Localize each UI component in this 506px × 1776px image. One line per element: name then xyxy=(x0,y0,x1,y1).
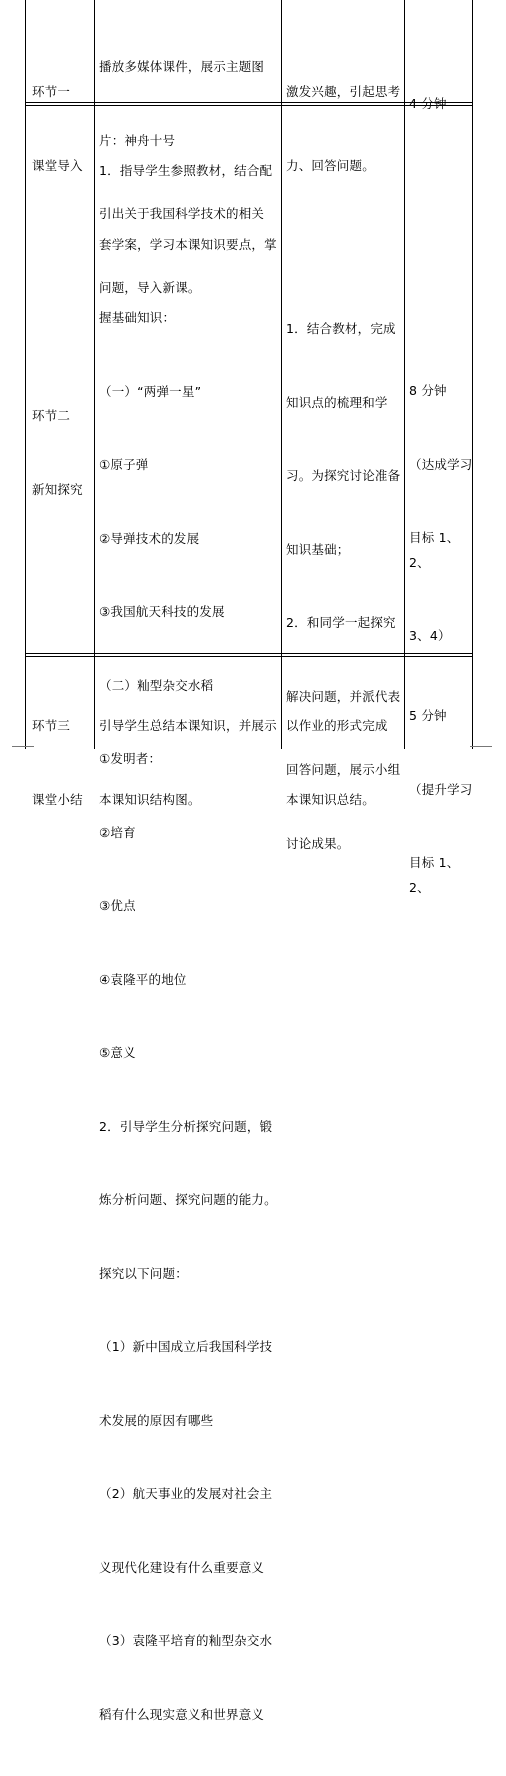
stage-name: 环节二 xyxy=(32,408,71,423)
text-line: 4 分钟 xyxy=(409,96,447,111)
text-line: 本课知识结构图。 xyxy=(99,791,201,807)
text-line: 目标 1、2、 xyxy=(409,530,460,570)
text-line: 习。为探究讨论准备 xyxy=(286,468,401,483)
text-line: （达成学习 xyxy=(409,456,473,472)
text-line: ①原子弹 xyxy=(99,457,149,472)
stage-subtitle: 课堂导入 xyxy=(32,157,83,173)
text-line: 知识点的梳理和学 xyxy=(286,394,388,410)
stage-cell xyxy=(32,31,92,227)
text-line: ③优点 xyxy=(99,898,136,913)
text-line: 力、回答问题。 xyxy=(286,157,375,173)
stage-name: 环节三 xyxy=(32,718,71,733)
text-line: 套学案，学习本课知识要点，掌 xyxy=(99,236,277,252)
text-line: （1）新中国成立后我国科学技 xyxy=(99,1339,273,1354)
text-line: ③我国航天科技的发展 xyxy=(99,604,225,619)
text-line: 讨论成果。 xyxy=(286,835,350,851)
text-line: ④袁隆平的地位 xyxy=(99,971,187,987)
text-line: 回答问题，展示小组 xyxy=(286,762,401,777)
text-line: ⑤意义 xyxy=(99,1045,136,1060)
teacher-activity-cell xyxy=(99,110,281,1776)
stage-subtitle: 新知探究 xyxy=(32,481,83,497)
stage-cell xyxy=(32,665,92,861)
text-line: 探究以下问题： xyxy=(99,1265,188,1281)
teacher-activity-cell xyxy=(99,665,281,861)
text-line: 播放多媒体课件，展示主题图 xyxy=(99,59,265,74)
text-line: 握基础知识： xyxy=(99,310,176,325)
text-line: 8 分钟 xyxy=(409,383,447,398)
text-line: 1．结合教材，完成 xyxy=(286,321,396,336)
student-activity-cell xyxy=(286,665,404,861)
column-divider xyxy=(404,0,405,749)
text-line: 5 分钟 xyxy=(409,708,447,723)
stage-subtitle: 课堂小结 xyxy=(32,791,83,807)
text-line: （3）袁隆平培育的籼型杂交水 xyxy=(99,1633,273,1648)
text-line: 知识基础； xyxy=(286,541,350,557)
text-line: 问题，导入新课。 xyxy=(99,279,201,295)
text-line: （一）“两弹一星” xyxy=(99,383,202,399)
text-line: （二）籼型杂交水稻 xyxy=(99,677,214,693)
text-line: 3、4） xyxy=(409,628,451,643)
time-cell xyxy=(409,330,473,698)
text-line: 2．引导学生分析探究问题，锻 xyxy=(99,1118,273,1134)
text-line: 解决问题，并派代表 xyxy=(286,688,401,704)
text-line: （提升学习 xyxy=(409,781,473,797)
text-line: 引导学生总结本课知识，并展示 xyxy=(99,718,277,733)
text-line: ①发明者： xyxy=(99,751,162,766)
text-line: ②导弹技术的发展 xyxy=(99,530,200,546)
text-line: ②培育 xyxy=(99,824,136,840)
stage-name: 环节一 xyxy=(32,84,71,99)
text-line: 片：神舟十号 xyxy=(99,132,176,148)
text-line: 炼分析问题、探究问题的能力。 xyxy=(99,1192,277,1207)
text-line: 术发展的原因有哪些 xyxy=(99,1412,214,1428)
column-divider xyxy=(281,0,282,749)
time-cell xyxy=(409,655,473,949)
stage-cell xyxy=(32,355,92,551)
column-divider xyxy=(94,0,95,749)
text-line: 激发兴趣，引起思考 xyxy=(286,84,401,99)
text-line: 义现代化建设有什么重要意义 xyxy=(99,1559,265,1575)
footer-mark xyxy=(470,746,492,747)
text-line: 以作业的形式完成 xyxy=(286,718,388,733)
text-line: 稻有什么现实意义和世界意义 xyxy=(99,1706,265,1722)
text-line: 1．指导学生参照教材，结合配 xyxy=(99,163,273,178)
footer-mark xyxy=(12,746,34,747)
text-line: （2）航天事业的发展对社会主 xyxy=(99,1486,273,1501)
time-cell xyxy=(409,43,473,166)
text-line: 引出关于我国科学技术的相关 xyxy=(99,206,265,221)
student-activity-cell xyxy=(286,31,404,227)
text-line: 2．和同学一起探究 xyxy=(286,615,396,630)
text-line: 目标 1、2、 xyxy=(409,855,460,895)
text-line: 本课知识总结。 xyxy=(286,791,375,807)
